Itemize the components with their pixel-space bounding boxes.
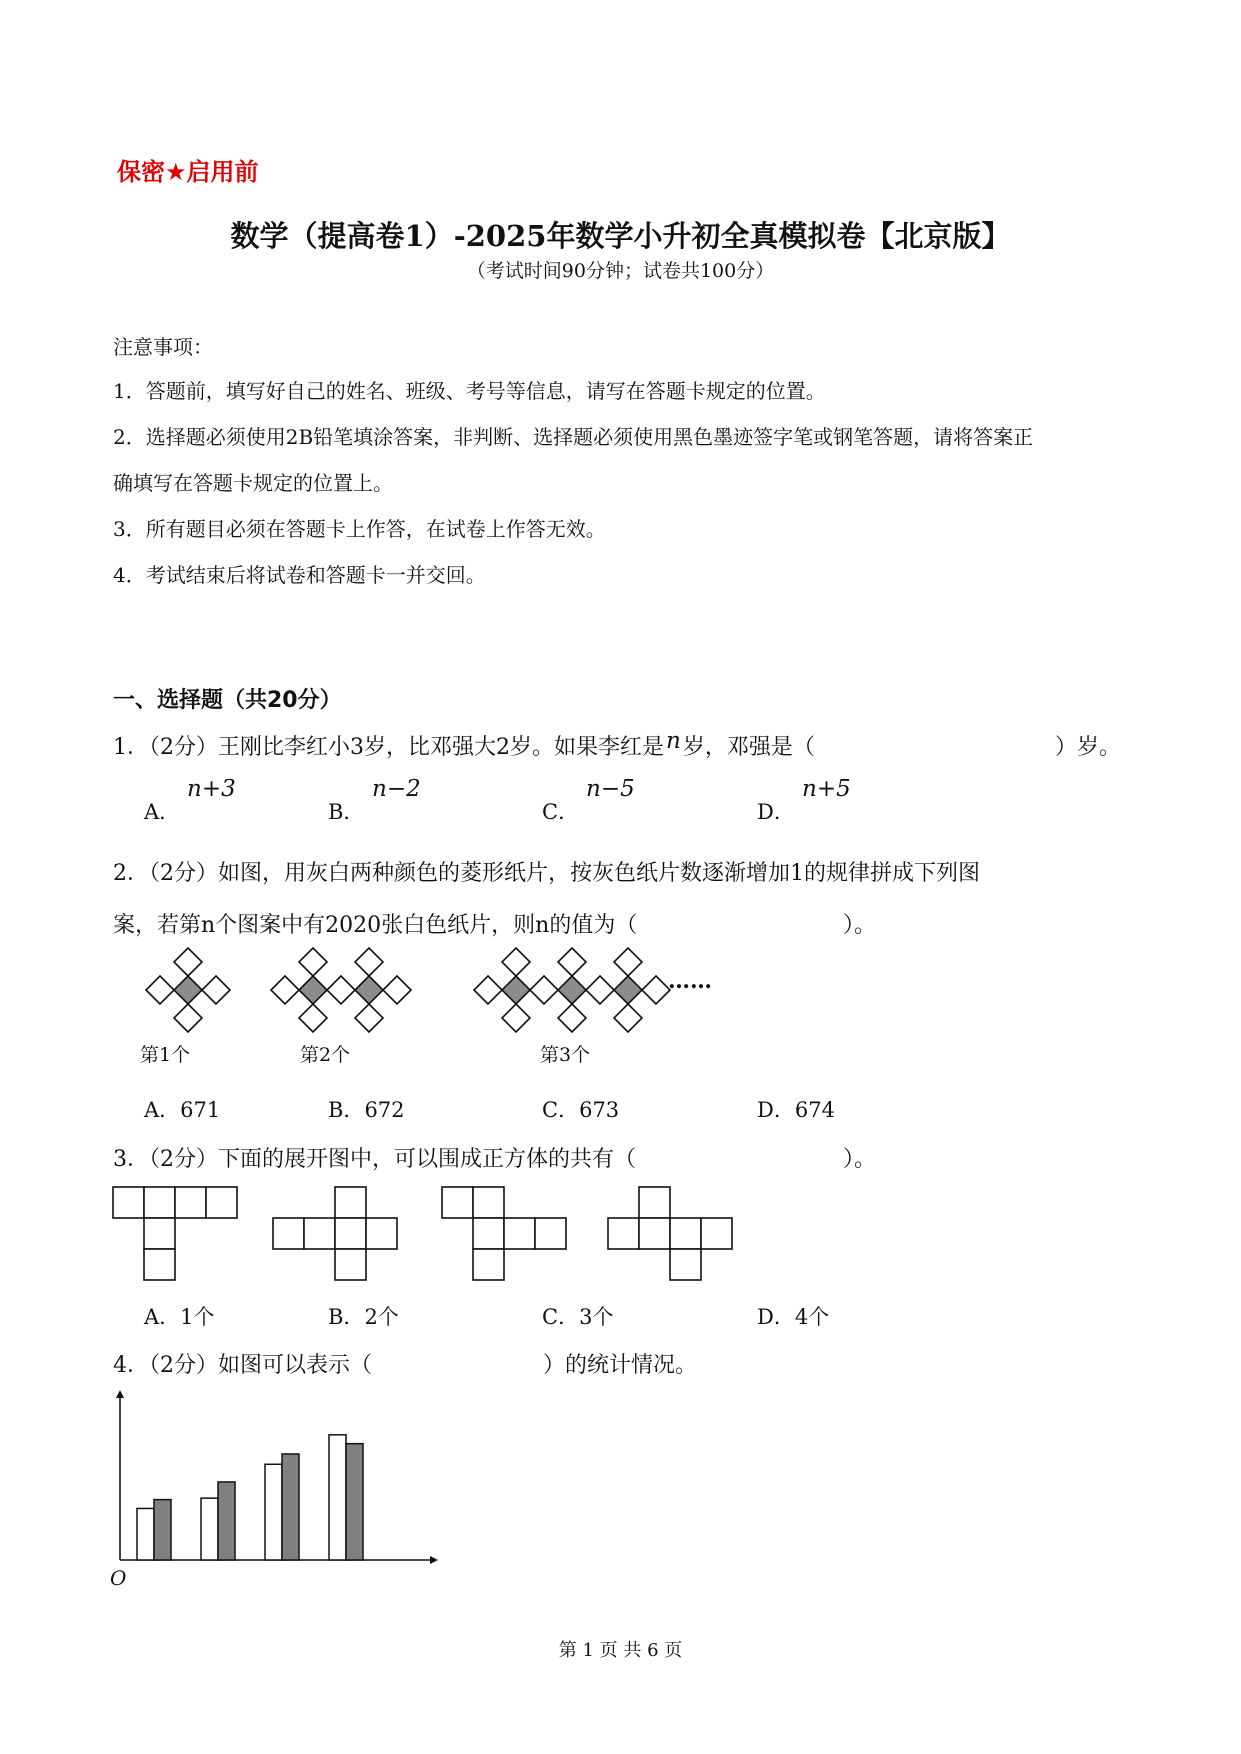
option-b: B．2个 xyxy=(328,1305,399,1329)
white-rhombus xyxy=(327,976,355,1004)
cube-net-2-square xyxy=(273,1218,304,1249)
white-rhombus xyxy=(299,1004,327,1032)
question-number: 4． xyxy=(113,1353,149,1378)
white-rhombus xyxy=(174,948,202,976)
cube-net-1-square xyxy=(206,1187,237,1218)
origin-label: O xyxy=(110,1566,127,1590)
white-rhombus xyxy=(530,976,558,1004)
gray-rhombus xyxy=(558,976,586,1004)
option-a-value: n+3 xyxy=(187,776,236,802)
option-b: B．672 xyxy=(328,1098,405,1122)
option-a: A． xyxy=(144,800,181,824)
question-blank-end: ）的统计情况。 xyxy=(543,1353,698,1378)
page-number: 第 1 页 共 6 页 xyxy=(558,1640,683,1661)
option-c: C． xyxy=(542,800,580,824)
cube-net-1-square xyxy=(113,1187,144,1218)
white-rhombus xyxy=(146,976,174,1004)
white-rhombus xyxy=(355,948,383,976)
cube-net-3-square xyxy=(535,1218,566,1249)
bar-series-1-group-3 xyxy=(265,1464,282,1560)
question-number: 3． xyxy=(113,1147,149,1172)
bar-series-1-group-2 xyxy=(201,1498,218,1560)
option-c: C．673 xyxy=(542,1098,620,1122)
white-rhombus xyxy=(383,976,411,1004)
bar-series-1-group-4 xyxy=(329,1435,346,1560)
question-4 xyxy=(113,1348,372,1379)
question-2-line2: 案，若第n个图案中有2020张白色纸片，则n的值为（ xyxy=(113,913,638,938)
question-blank-end: ）。 xyxy=(843,913,877,938)
option-d-value: n+5 xyxy=(802,776,851,802)
notes-heading: 注意事项： xyxy=(113,335,213,359)
cube-net-3-square xyxy=(473,1187,504,1218)
figure-label: 第3个 xyxy=(540,1044,591,1066)
ellipsis: …… xyxy=(668,968,712,994)
question-blank-end: ）岁。 xyxy=(1055,735,1122,760)
cube-net-1-square xyxy=(144,1249,175,1280)
white-rhombus xyxy=(174,1004,202,1032)
note-item: 1．答题前，填写好自己的姓名、班级、考号等信息，请写在答题卡规定的位置。 xyxy=(113,379,826,403)
bar-series-2-group-4 xyxy=(346,1444,363,1560)
white-rhombus xyxy=(271,976,299,1004)
question-text: （2分）下面的展开图中，可以围成正方体的共有（ xyxy=(149,1147,636,1172)
section-heading: 一、选择题（共20分） xyxy=(113,688,342,713)
option-c: C．3个 xyxy=(542,1305,614,1329)
note-item: 3．所有题目必须在答题卡上作答，在试卷上作答无效。 xyxy=(113,517,606,541)
option-a: A．1个 xyxy=(144,1305,215,1329)
gray-rhombus xyxy=(502,976,530,1004)
option-d: D．4个 xyxy=(757,1305,830,1329)
option-a: A．671 xyxy=(144,1098,221,1122)
question-blank-end: ）。 xyxy=(843,1147,877,1172)
confidential-mark: 保密★启用前 xyxy=(117,158,259,186)
cube-net-3-square xyxy=(473,1218,504,1249)
exam-subtitle: （考试时间90分钟；试卷共100分） xyxy=(466,260,775,282)
figure-label: 第2个 xyxy=(300,1044,351,1066)
cube-net-1-square xyxy=(144,1218,175,1249)
white-rhombus xyxy=(558,1004,586,1032)
gray-rhombus xyxy=(299,976,327,1004)
x-axis-arrow xyxy=(430,1556,438,1564)
cube-net-4-square xyxy=(670,1218,701,1249)
question-2 xyxy=(113,856,980,887)
question-text: （2分）如图可以表示（ xyxy=(149,1353,372,1378)
cube-net-4-square xyxy=(639,1187,670,1218)
question-number: 1． xyxy=(113,735,149,760)
option-c-value: n−5 xyxy=(586,776,635,802)
bar-chart xyxy=(105,1390,435,1580)
y-axis-arrow xyxy=(116,1390,124,1398)
cube-net-4-square xyxy=(670,1249,701,1280)
white-rhombus xyxy=(614,1004,642,1032)
gray-rhombus xyxy=(355,976,383,1004)
white-rhombus xyxy=(474,976,502,1004)
white-rhombus xyxy=(299,948,327,976)
figure-label: 第1个 xyxy=(140,1044,191,1066)
variable-n: n xyxy=(666,728,681,754)
white-rhombus xyxy=(502,948,530,976)
cube-net-3-square xyxy=(504,1218,535,1249)
option-b: B． xyxy=(328,800,365,824)
note-item: 确填写在答题卡规定的位置上。 xyxy=(113,471,393,495)
option-b-value: n−2 xyxy=(372,776,421,802)
white-rhombus xyxy=(202,976,230,1004)
option-d: D． xyxy=(757,800,795,824)
white-rhombus xyxy=(614,948,642,976)
white-rhombus xyxy=(355,1004,383,1032)
bar-series-2-group-1 xyxy=(154,1500,171,1560)
cube-net-2-square xyxy=(335,1187,366,1218)
cube-net-2-square xyxy=(304,1218,335,1249)
gray-rhombus xyxy=(614,976,642,1004)
bar-series-2-group-2 xyxy=(218,1482,235,1560)
white-rhombus xyxy=(502,1004,530,1032)
gray-rhombus xyxy=(174,976,202,1004)
cube-net-1-square xyxy=(175,1187,206,1218)
cube-net-2-square xyxy=(366,1218,397,1249)
bar-series-2-group-3 xyxy=(282,1454,299,1560)
cube-net-4-square xyxy=(701,1218,732,1249)
cube-net-2-square xyxy=(335,1249,366,1280)
cube-nets-figure xyxy=(0,1184,1241,1294)
cube-net-3-square xyxy=(442,1187,473,1218)
cube-net-4-square xyxy=(639,1218,670,1249)
question-1 xyxy=(113,730,815,761)
exam-title: 数学（提高卷1）-2025年数学小升初全真模拟卷【北京版】 xyxy=(230,219,1011,253)
question-text: 岁，邓强是（ xyxy=(682,735,815,760)
note-item: 4．考试结束后将试卷和答题卡一并交回。 xyxy=(113,563,486,587)
option-d: D．674 xyxy=(757,1098,835,1122)
bar-series-1-group-1 xyxy=(137,1508,154,1560)
cube-net-3-square xyxy=(473,1249,504,1280)
cube-net-1-square xyxy=(144,1187,175,1218)
cube-net-4-square xyxy=(608,1218,639,1249)
white-rhombus xyxy=(642,976,670,1004)
question-number: 2． xyxy=(113,861,149,886)
white-rhombus xyxy=(558,948,586,976)
note-item: 2．选择题必须使用2B铅笔填涂答案，非判断、选择题必须使用黑色墨迹签字笔或钢笔答题，请将答案正 xyxy=(113,425,1034,449)
white-rhombus xyxy=(586,976,614,1004)
question-text: （2分）如图，用灰白两种颜色的菱形纸片，按灰色纸片数逐渐增加1的规律拼成下列图 xyxy=(149,861,980,886)
question-text: （2分）王刚比李红小3岁，比邓强大2岁。如果李红是 xyxy=(149,735,664,760)
question-3 xyxy=(113,1142,636,1173)
cube-net-2-square xyxy=(335,1218,366,1249)
